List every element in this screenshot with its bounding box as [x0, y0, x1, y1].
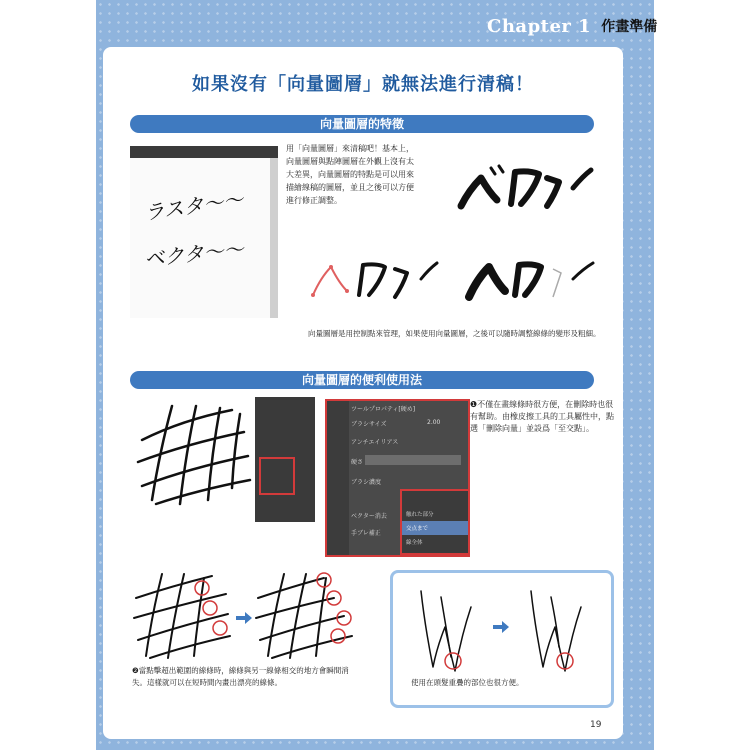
section1-caption: 向量圖層是用控制點來管理，如果使用向量圖層，之後可以隨時調整線條的變形及粗細。	[308, 329, 601, 338]
body-line: 用「向量圖層」來清稿吧！基本上，	[286, 144, 414, 153]
vector-illustration-controls	[305, 255, 445, 305]
palette-highlight	[259, 457, 295, 495]
grid-erase-after	[254, 570, 354, 660]
body-line: 向量圖層與點陣圖層在外觀上沒有太	[286, 157, 414, 166]
hair-after	[521, 587, 591, 677]
tool-property-header: ツールプロパティ[硬め]	[351, 406, 416, 413]
step2-text	[132, 665, 392, 689]
step1-line: 有幫助。由橡皮擦工具的工具屬性中，點	[470, 412, 614, 421]
density-label: ブラシ濃度	[351, 479, 382, 486]
canvas-screenshot	[130, 158, 278, 318]
section1-body	[286, 142, 456, 207]
brush-size-value[interactable]: 2.00	[427, 419, 441, 426]
sketch-raster-text: ラスタ〜〜	[143, 187, 245, 225]
section2-title: 向量圖層的便利使用法	[130, 371, 594, 389]
body-line: 大差異，向量圖層的特點是可以用來	[286, 170, 414, 179]
brush-size-label: ブラシサイズ	[351, 421, 387, 428]
hand-correction-label: 手ブレ補正	[351, 530, 381, 537]
popup-option-intersection[interactable]: 交点まで	[402, 521, 468, 535]
hardness-slider[interactable]	[365, 455, 461, 465]
vector-erase-label: ベクター消去	[351, 513, 387, 520]
popup-option-touched[interactable]: 触れた部分	[406, 512, 434, 518]
tool-strip	[327, 401, 349, 555]
page-headline: 如果沒有「向量圖層」就無法進行清稿！	[192, 74, 534, 95]
box-caption: 使用在頭髮重疊的部位也很方便。	[411, 678, 524, 687]
body-line: 進行修正調整。	[286, 196, 342, 205]
hardness-label: 硬さ	[351, 459, 364, 466]
section1-title: 向量圖層的特徵	[130, 115, 594, 133]
page-number: 19	[590, 720, 602, 730]
canvas-scrollbar	[270, 158, 278, 318]
body-line: 描繪線稿的圖層，並且之後可以方便	[286, 183, 414, 192]
popup-option-whole-line[interactable]: 線全体	[406, 540, 423, 546]
vector-illustration-large	[455, 160, 595, 220]
grid-erase-before	[132, 570, 232, 660]
hair-before	[411, 587, 481, 677]
grid-lines-illustration	[132, 400, 252, 510]
step1-text	[470, 399, 620, 435]
antialias-label: アンチエイリアス	[351, 439, 399, 446]
chapter-header	[487, 14, 657, 38]
vector-erase-popup	[400, 489, 470, 555]
brush-palette-screenshot	[255, 397, 315, 522]
chapter-title: 作畫準備	[601, 19, 658, 35]
hair-example-box	[390, 570, 614, 708]
step2-line: 失。這樣就可以在短時間內畫出漂亮的線條。	[132, 678, 282, 687]
sketch-vector-text: ベクタ〜〜	[143, 236, 245, 272]
vector-illustration-thick	[465, 255, 605, 305]
chapter-label: Chapter 1	[487, 15, 592, 37]
step1-line: ❶不僅在畫線條時很方便，在刪除時也很	[470, 400, 614, 409]
arrow-right-icon	[493, 621, 509, 633]
app-toolbar-screenshot	[130, 146, 278, 158]
arrow-right-icon	[236, 612, 252, 624]
step2-line: ❷當點擊超出範圍的線條時，線條與另一線條相交的地方會瞬間消	[132, 666, 349, 675]
step1-line: 選「刪除向量」並設爲「至交點」。	[470, 424, 594, 433]
